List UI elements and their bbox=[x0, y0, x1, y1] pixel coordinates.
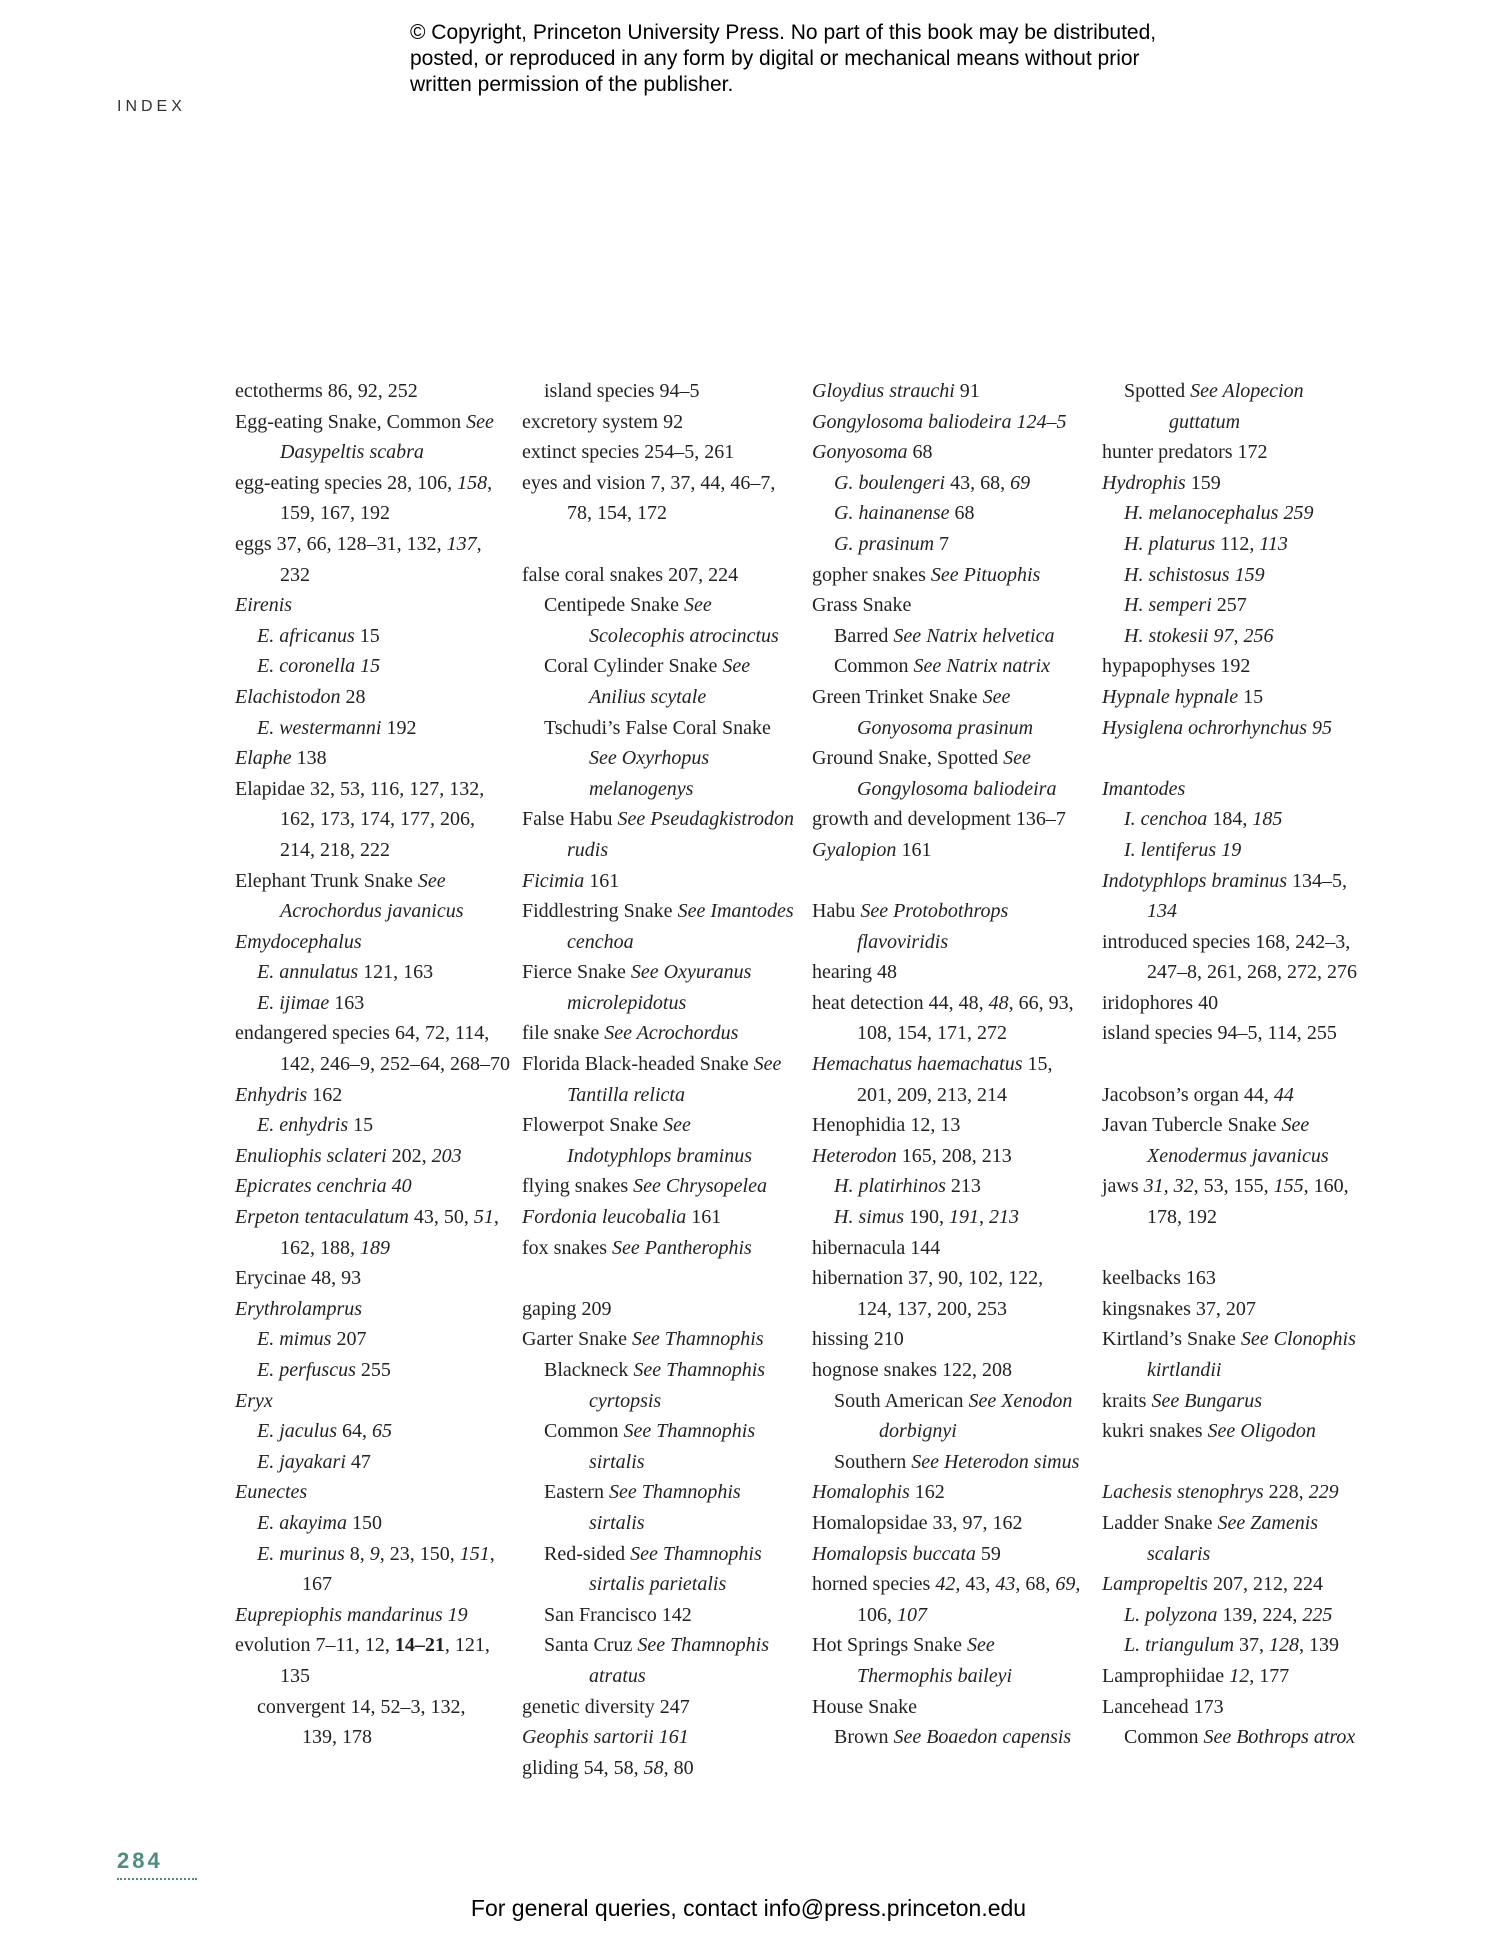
index-subentry: G. hainanense 68 bbox=[834, 502, 975, 525]
index-subentry: E. enhydris 15 bbox=[257, 1114, 374, 1137]
index-entry: Habu See Protobothrops flavoviridis bbox=[812, 900, 1009, 953]
index-entry: Jacobson’s organ 44, 44 bbox=[1102, 1083, 1294, 1106]
index-subentry: E. ijimae 163 bbox=[257, 991, 365, 1014]
index-subentry: G. boulengeri 43, 68, 69 bbox=[834, 471, 1031, 494]
index-entry: Emydocephalus bbox=[235, 930, 362, 953]
index-entry: Fordonia leucobalia 161 bbox=[522, 1206, 722, 1229]
index-subentry: L. triangulum 37, 128, 139 bbox=[1124, 1634, 1340, 1657]
index-subentry: H. schistosus 159 bbox=[1124, 563, 1265, 586]
index-entry: growth and development 136–7 bbox=[812, 808, 1066, 831]
index-subentry: I. cenchoa 184, 185 bbox=[1124, 808, 1283, 831]
index-entry: Eunectes bbox=[235, 1481, 308, 1504]
index-subentry: H. semperi 257 bbox=[1124, 594, 1247, 617]
index-column-4 bbox=[1102, 376, 1377, 1753]
index-subentry: H. platurus 112, 113 bbox=[1124, 532, 1288, 555]
index-entry: Ladder Snake See Zamenis scalaris bbox=[1102, 1511, 1319, 1565]
page-number: 284 bbox=[117, 1848, 163, 1873]
index-entry: extinct species 254–5, 261 bbox=[522, 441, 735, 464]
index-entry: Lancehead 173 bbox=[1102, 1695, 1224, 1718]
index-entry: Imantodes bbox=[1102, 777, 1186, 800]
index-subentry: Barred See Natrix helvetica bbox=[834, 624, 1055, 647]
index-entry: Henophidia 12, 13 bbox=[812, 1114, 961, 1137]
index-entry: Ficimia 161 bbox=[522, 869, 620, 892]
index-entry: endangered species 64, 72, 114, 142, 246–9, 252–64, 268–70 bbox=[235, 1022, 510, 1076]
index-entry: Lampropeltis 207, 212, 224 bbox=[1102, 1573, 1323, 1596]
index-column-2 bbox=[522, 376, 797, 1783]
index-subentry: Red-sided See Thamnophis sirtalis parietalis bbox=[544, 1542, 762, 1596]
index-subentry: Blackneck See Thamnophis cyrtopsis bbox=[544, 1359, 766, 1412]
index-entry: Hemachatus haemachatus 15, 201, 209, 213, 214 bbox=[812, 1053, 1053, 1106]
index-subentry: Eastern See Thamnophis sirtalis bbox=[544, 1481, 741, 1534]
index-entry: Gloydius strauchi 91 bbox=[812, 380, 980, 402]
footer-contact: For general queries, contact info@press.princeton.edu bbox=[470, 1895, 1027, 1921]
index-entry: flying snakes See Chrysopelea bbox=[522, 1175, 767, 1198]
index-subentry: E. coronella 15 bbox=[257, 655, 381, 678]
index-subentry: Santa Cruz See Thamnophis atratus bbox=[544, 1634, 769, 1687]
index-entry: Elaphe 138 bbox=[235, 747, 327, 770]
index-entry: fox snakes See Pantherophis bbox=[522, 1236, 752, 1259]
index-entry: Hot Springs Snake See Thermophis baileyi bbox=[812, 1634, 1013, 1687]
index-subentry: E. akayima 150 bbox=[257, 1511, 382, 1534]
index-entry: jaws 31, 32, 53, 155, 155, 160, 178, 192 bbox=[1102, 1175, 1349, 1229]
index-entry: Gongylosoma baliodeira 124–5 bbox=[812, 410, 1067, 433]
index-entry: iridophores 40 bbox=[1102, 991, 1219, 1014]
index-entry: introduced species 168, 242–3, 247–8, 261, 268, 272, 276 bbox=[1102, 930, 1357, 984]
index-entry: Gyalopion 161 bbox=[812, 838, 932, 861]
index-entry: gopher snakes See Pituophis bbox=[812, 563, 1041, 586]
index-entry: Homalophis 162 bbox=[812, 1481, 945, 1504]
index-entry: heat detection 44, 48, 48, 66, 93, 108, 154, 171, 272 bbox=[812, 991, 1074, 1045]
index-entry: Fiddlestring Snake See Imantodes cenchoa bbox=[522, 900, 794, 953]
index-subentry: H. stokesii 97, 256 bbox=[1124, 624, 1274, 647]
index-subentry: G. prasinum 7 bbox=[834, 532, 950, 555]
index-subentry: Spotted See Alopecion guttatum bbox=[1124, 380, 1304, 433]
index-entry: Hypnale hypnale 15 bbox=[1102, 685, 1264, 708]
index-entry: hearing 48 bbox=[812, 961, 897, 984]
page-number-dots bbox=[117, 1878, 197, 1880]
index-subentry: E. perfuscus 255 bbox=[257, 1359, 391, 1381]
index-subentry: I. lentiferus 19 bbox=[1124, 838, 1242, 861]
index-entry: Kirtland’s Snake See Clonophis kirtlandii bbox=[1102, 1328, 1356, 1381]
index-entry: Flowerpot Snake See Indotyphlops braminus bbox=[522, 1114, 753, 1167]
index-subentry: E. jayakari 47 bbox=[257, 1450, 371, 1473]
index-entry: eggs 37, 66, 128–31, 132, 137, 232 bbox=[235, 532, 482, 586]
index-subentry: E. westermanni 192 bbox=[257, 716, 417, 739]
index-entry: kingsnakes 37, 207 bbox=[1102, 1297, 1256, 1320]
section-label: INDEX bbox=[117, 98, 186, 115]
index-entry: Lachesis stenophrys 228, 229 bbox=[1102, 1481, 1339, 1504]
index-entry: Grass Snake bbox=[812, 594, 912, 617]
index-entry: Epicrates cenchria 40 bbox=[235, 1175, 412, 1198]
index-entry: hognose snakes 122, 208 bbox=[812, 1359, 1012, 1381]
index-entry: Eirenis bbox=[235, 594, 293, 617]
index-entry: eyes and vision 7, 37, 44, 46–7, 78, 154, 172 bbox=[522, 471, 776, 525]
index-entry: Erythrolamprus bbox=[235, 1297, 363, 1320]
index-subentry: E. africanus 15 bbox=[257, 624, 380, 647]
index-entry: Garter Snake See Thamnophis bbox=[522, 1328, 764, 1351]
index-entry: egg-eating species 28, 106, 158, 159, 167, 192 bbox=[235, 471, 493, 525]
index-entry: gaping 209 bbox=[522, 1297, 612, 1320]
index-subentry: E. annulatus 121, 163 bbox=[257, 961, 434, 984]
index-entry: Indotyphlops braminus 134–5, 134 bbox=[1102, 869, 1348, 923]
index-subentry: E. murinus 8, 9, 23, 150, 151, 167 bbox=[257, 1542, 495, 1596]
index-entry: Lamprophiidae 12, 177 bbox=[1102, 1664, 1290, 1687]
index-subentry: Southern See Heterodon simus bbox=[834, 1450, 1080, 1473]
index-entry: Geophis sartorii 161 bbox=[522, 1726, 689, 1749]
index-subentry: Common See Natrix natrix bbox=[834, 655, 1051, 678]
index-column-1 bbox=[235, 376, 510, 1753]
index-entry: Heterodon 165, 208, 213 bbox=[812, 1144, 1012, 1167]
index-subentry: L. polyzona 139, 224, 225 bbox=[1124, 1603, 1333, 1626]
index-entry: hibernacula 144 bbox=[812, 1236, 941, 1259]
index-entry: Egg-eating Snake, Common See Dasypeltis scabra bbox=[235, 410, 494, 464]
index-entry: evolution 7–11, 12, 14–21, 121, 135 bbox=[235, 1634, 490, 1687]
index-entry: Elapidae 32, 53, 116, 127, 132, 162, 173, 174, 177, 206, 214, 218, 222 bbox=[235, 777, 485, 861]
index-entry: Fierce Snake See Oxyuranus microlepidotus bbox=[522, 961, 752, 1014]
index-entry: gliding 54, 58, 58, 80 bbox=[522, 1756, 694, 1779]
index-entry: Hysiglena ochrorhynchus 95 bbox=[1102, 716, 1332, 739]
index-entry: Homalopsis buccata 59 bbox=[812, 1542, 1001, 1565]
index-column-3 bbox=[812, 376, 1087, 1753]
index-subentry: island species 94–5 bbox=[544, 380, 700, 402]
index-entry: Enuliophis sclateri 202, 203 bbox=[235, 1144, 462, 1167]
index-entry: Eryx bbox=[235, 1389, 273, 1412]
index-entry: Hydrophis 159 bbox=[1102, 471, 1221, 494]
index-entry: House Snake bbox=[812, 1695, 917, 1718]
index-entry: hibernation 37, 90, 102, 122, 124, 137, 200, 253 bbox=[812, 1267, 1044, 1320]
index-subentry: San Francisco 142 bbox=[544, 1603, 692, 1626]
index-entry: Green Trinket Snake See Gonyosoma prasinum bbox=[812, 685, 1034, 739]
index-subentry: South American See Xenodon dorbignyi bbox=[834, 1389, 1073, 1443]
index-entry: Euprepiophis mandarinus 19 bbox=[235, 1603, 468, 1626]
index-entry: file snake See Acrochordus bbox=[522, 1022, 739, 1045]
index-subentry: Common See Thamnophis sirtalis bbox=[544, 1420, 756, 1473]
index-subentry: Brown See Boaedon capensis bbox=[834, 1726, 1072, 1749]
index-entry: kraits See Bungarus bbox=[1102, 1389, 1262, 1412]
index-subentry: E. jaculus 64, 65 bbox=[257, 1420, 392, 1443]
index-entry: Elachistodon 28 bbox=[235, 685, 366, 708]
index-entry: Florida Black-headed Snake See Tantilla relicta bbox=[522, 1053, 782, 1106]
index-entry: Ground Snake, Spotted See Gongylosoma baliodeira bbox=[812, 747, 1057, 800]
index-entry: excretory system 92 bbox=[522, 410, 684, 433]
index-entry: hissing 210 bbox=[812, 1328, 904, 1351]
index-entry: Homalopsidae 33, 97, 162 bbox=[812, 1511, 1023, 1534]
index-entry: island species 94–5, 114, 255 bbox=[1102, 1022, 1337, 1045]
index-subentry: H. platirhinos 213 bbox=[834, 1175, 981, 1198]
index-subentry: Tschudi’s False Coral Snake See Oxyrhopus melanogenys bbox=[544, 716, 771, 800]
index-subentry: H. melanocephalus 259 bbox=[1124, 502, 1314, 525]
index-entry: False Habu See Pseudagkistrodon rudis bbox=[522, 808, 795, 861]
index-entry: Enhydris 162 bbox=[235, 1083, 343, 1106]
index-entry: ectotherms 86, 92, 252 bbox=[235, 380, 418, 402]
index-entry: Gonyosoma 68 bbox=[812, 441, 933, 464]
index-entry: horned species 42, 43, 43, 68, 69, 106, 107 bbox=[812, 1573, 1081, 1626]
index-subentry: Common See Bothrops atrox bbox=[1124, 1726, 1356, 1749]
index-entry: Javan Tubercle Snake See Xenodermus javanicus bbox=[1102, 1114, 1329, 1167]
index-subentry: Coral Cylinder Snake See Anilius scytale bbox=[544, 655, 751, 708]
index-entry: false coral snakes 207, 224 bbox=[522, 563, 739, 586]
index-subentry: convergent 14, 52–3, 132, 139, 178 bbox=[257, 1695, 466, 1749]
index-entry: Elephant Trunk Snake See Acrochordus javanicus bbox=[235, 869, 464, 923]
index-subentry: H. simus 190, 191, 213 bbox=[834, 1206, 1020, 1229]
index-entry: hunter predators 172 bbox=[1102, 441, 1268, 464]
index-entry: Erycinae 48, 93 bbox=[235, 1267, 362, 1290]
index-subentry: Centipede Snake See Scolecophis atrocinctus bbox=[544, 594, 779, 647]
index-entry: genetic diversity 247 bbox=[522, 1695, 690, 1718]
index-entry: Erpeton tentaculatum 43, 50, 51, 162, 188, 189 bbox=[235, 1206, 499, 1259]
copyright-notice: © Copyright, Princeton University Press. No part of this book may be distributed, posted, or reproduced in any form by digital or mechanical means without prior written permission of the publisher. bbox=[410, 21, 1157, 96]
index-subentry: E. mimus 207 bbox=[257, 1328, 367, 1351]
index-entry: kukri snakes See Oligodon bbox=[1102, 1420, 1316, 1443]
index-entry: hypapophyses 192 bbox=[1102, 655, 1251, 678]
index-entry: keelbacks 163 bbox=[1102, 1267, 1216, 1290]
